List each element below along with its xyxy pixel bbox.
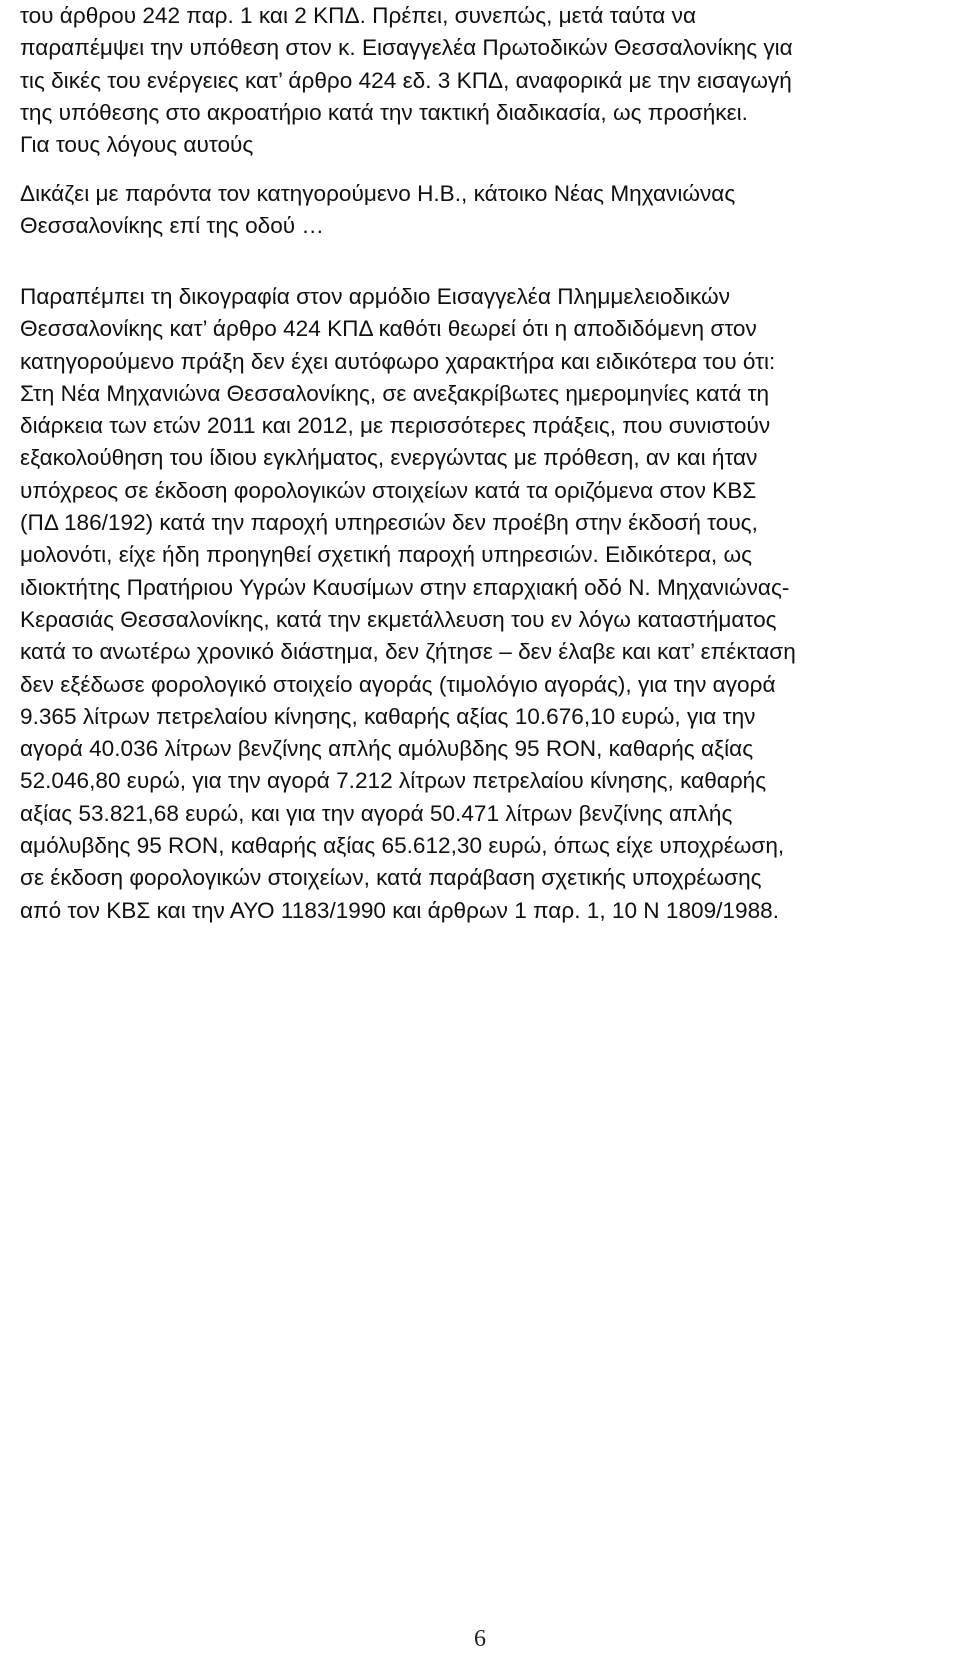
text-line: μολονότι, είχε ήδη προηγηθεί σχετική παροχή υπηρεσιών. Ειδικότερα, ως [20,542,753,568]
paragraph-intro [20,0,940,161]
text-line: εξακολούθηση του ίδιου εγκλήματος, ενεργώντας με πρόθεση, αν και ήταν [20,445,758,471]
text-line: αξίας 53.821,68 ευρώ, και για την αγορά 50.471 λίτρων βενζίνης απλής [20,800,733,826]
text-line: Δικάζει με παρόντα τον κατηγορούμενο Η.Β., κάτοικο Νέας Μηχανιώνας [20,181,736,206]
text-line: σε έκδοση φορολογικών στοιχείων, κατά παράβαση σχετικής υποχρέωσης [20,865,762,891]
text-line: δεν εξέδωσε φορολογικό στοιχείο αγοράς (τιμολόγιο αγοράς), για την αγορά [20,671,776,697]
text-line: Θεσσαλονίκης κατ’ άρθρο 424 ΚΠΔ καθότι θεωρεί ότι η αποδιδόμενη στον [20,316,757,342]
text-line: παραπέμψει την υπόθεση στον κ. Εισαγγελέα Πρωτοδικών Θεσσαλονίκης για [20,35,793,61]
text-line: Παραπέμπει τη δικογραφία στον αρμόδιο Εισαγγελέα Πλημμελειοδικών [20,284,730,309]
text-line: από τον ΚΒΣ και την ΑΥΟ 1183/1990 και άρθρων 1 παρ. 1, 10 Ν 1809/1988. [20,897,779,923]
text-line: 9.365 λίτρων πετρελαίου κίνησης, καθαρής αξίας 10.676,10 ευρώ, για την [20,703,756,729]
text-line: Κερασιάς Θεσσαλονίκης, κατά την εκμετάλλευση του εν λόγω καταστήματος [20,606,777,632]
text-line: τις δικές του ενέργειες κατ’ άρθρο 424 εδ. 3 ΚΠΔ, αναφορικά με την εισαγωγή [20,67,792,93]
text-line: κατηγορούμενο πράξη δεν έχει αυτόφωρο χαρακτήρα και ειδικότερα του ότι: [20,348,776,374]
paragraph-referral [20,281,940,927]
text-line: διάρκεια των ετών 2011 και 2012, με περισσότερες πράξεις, που συνιστούν [20,413,771,439]
text-line: Στη Νέα Μηχανιώνα Θεσσαλονίκης, σε ανεξακρίβωτες ημερομηνίες κατά τη [20,380,770,406]
text-line: της υπόθεσης στο ακροατήριο κατά την τακτική διαδικασία, ως προσήκει. [20,99,748,125]
text-line: κατά το ανωτέρω χρονικό διάστημα, δεν ζήτησε – δεν έλαβε και κατ’ επέκταση [20,639,796,665]
text-line: 52.046,80 ευρώ, για την αγορά 7.212 λίτρων πετρελαίου κίνησης, καθαρής [20,768,767,794]
text-line: Για τους λόγους αυτούς [20,132,254,158]
text-line: αμόλυβδης 95 RON, καθαρής αξίας 65.612,30 ευρώ, όπως είχε υποχρέωση, [20,833,785,859]
text-line: Θεσσαλονίκης επί της οδού … [20,213,325,239]
text-line: του άρθρου 242 παρ. 1 και 2 ΚΠΔ. Πρέπει, συνεπώς, μετά ταύτα να [20,3,697,28]
paragraph-verdict [20,178,940,243]
text-line: αγορά 40.036 λίτρων βενζίνης απλής αμόλυβδης 95 RON, καθαρής αξίας [20,736,754,762]
text-line: (ΠΔ 186/192) κατά την παροχή υπηρεσιών δεν προέβη στην έκδοσή τους, [20,510,758,536]
text-line: ιδιοκτήτης Πρατήριου Υγρών Καυσίμων στην επαρχιακή οδό Ν. Μηχανιώνας- [20,574,790,600]
page-number: 6 [474,1626,486,1652]
text-line: υπόχρεος σε έκδοση φορολογικών στοιχείων κατά τα οριζόμενα στον ΚΒΣ [20,477,757,503]
